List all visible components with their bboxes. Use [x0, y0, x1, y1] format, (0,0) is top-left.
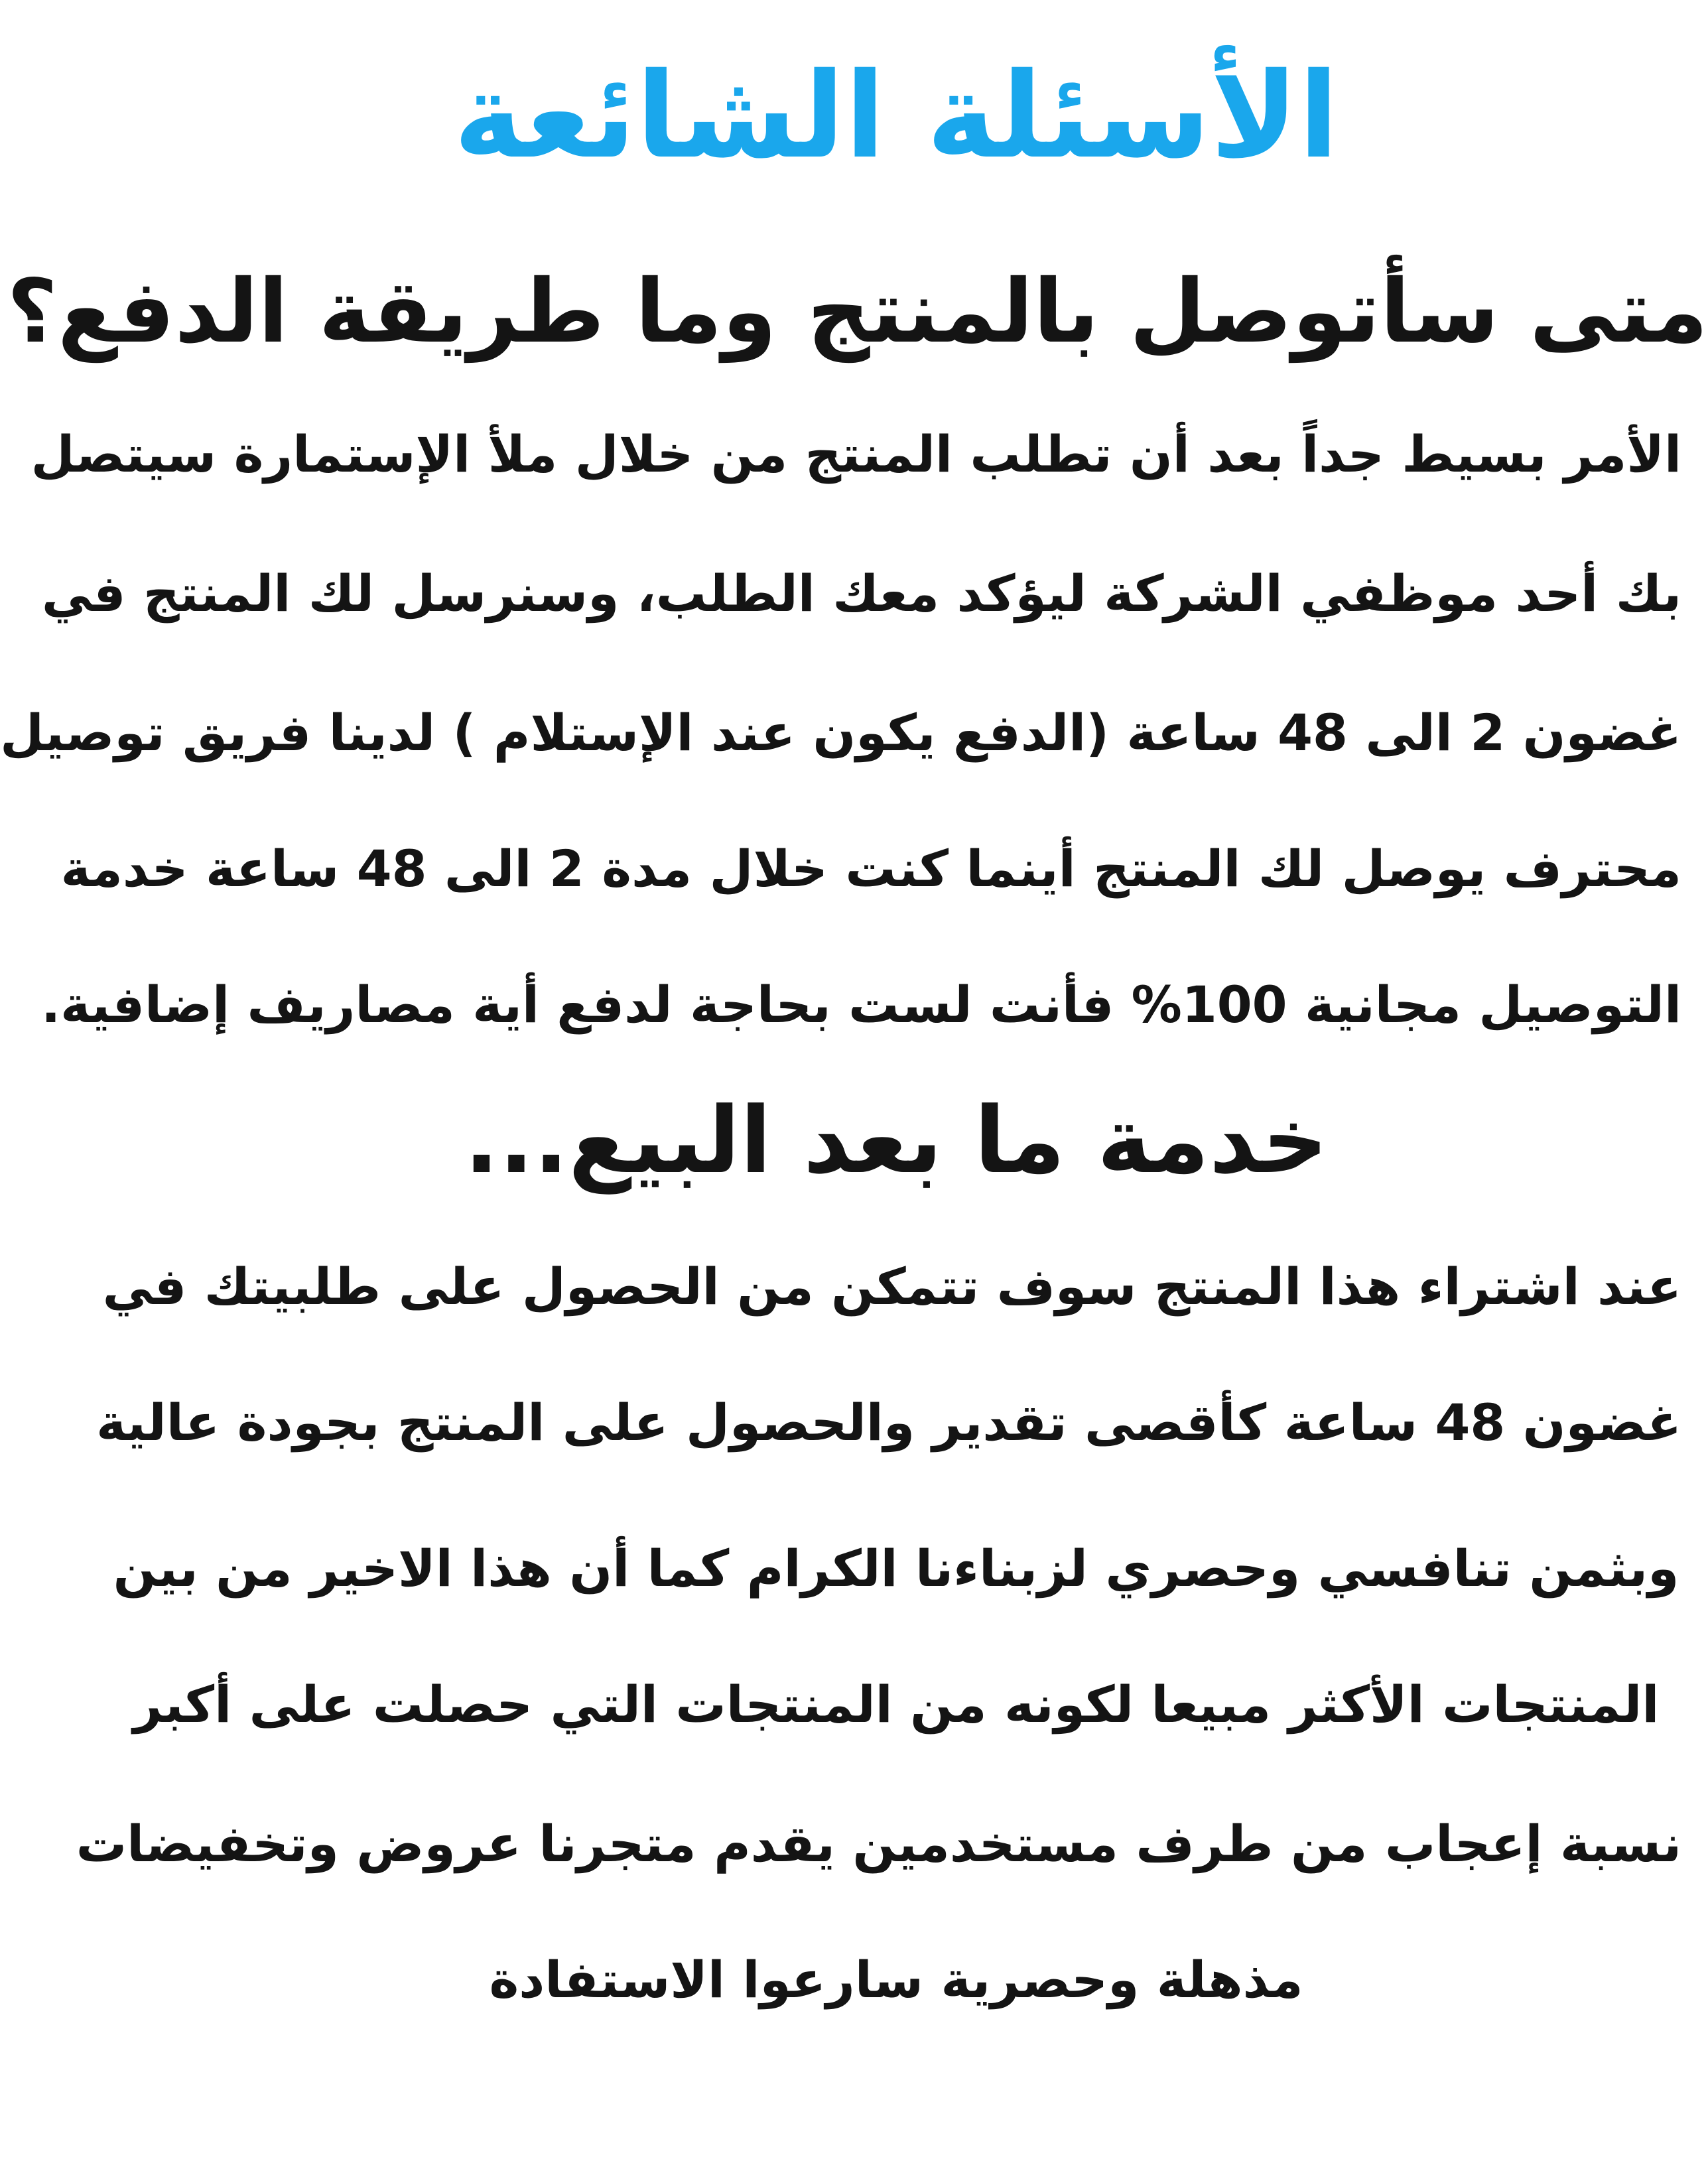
- after-sales-line: وبثمن تنافسي وحصري لزبناءنا الكرام كما أن هذا الاخير من بين: [113, 1539, 1679, 1598]
- answer-line: محترف يوصل لك المنتج أينما كنت خلال مدة 2 الى 48 ساعة خدمة: [60, 839, 1681, 898]
- after-sales-line: المنتجات الأكثر مبيعا لكونه من المنتجات التي حصلت على أكبر: [133, 1675, 1660, 1734]
- after-sales-line: غضون 48 ساعة كأقصى تقدير والحصول على المنتج بجودة عالية: [96, 1393, 1681, 1452]
- after-sales-line: نسبة إعجاب من طرف مستخدمين يقدم متجرنا عروض وتخفيضات: [76, 1814, 1681, 1873]
- after-sales-line: عند اشتراء هذا المنتج سوف تتمكن من الحصول على طلبيتك في: [102, 1257, 1681, 1316]
- answer-line: الأمر بسيط جداً بعد أن تطلب المنتج من خلال ملأ الإستمارة سيتصل: [31, 425, 1681, 484]
- after-sales-heading: خدمة ما بعد البيع...: [464, 1087, 1329, 1194]
- faq-question: متى سأتوصل بالمنتج وما طريقة الدفع؟: [7, 261, 1708, 363]
- answer-line: بك أحد موظفي الشركة ليؤكد معك الطلب، وسنرسل لك المنتج في: [41, 564, 1681, 623]
- page-title: الأسئلة الشائعة: [453, 47, 1339, 184]
- after-sales-line: مذهلة وحصرية سارعوا الاستفادة: [489, 1950, 1303, 2009]
- answer-line: غضون 2 الى 48 ساعة (الدفع يكون عند الإستلام ) لدينا فريق توصيل: [0, 703, 1681, 762]
- answer-line: التوصيل مجانية 100% فأنت لست بحاجة لدفع أية مصاريف إضافية.: [41, 975, 1681, 1034]
